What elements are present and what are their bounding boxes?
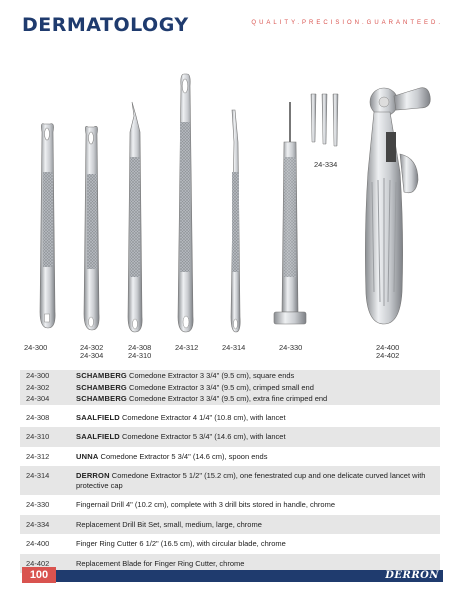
item-description: Finger Ring Cutter 6 1/2" (16.5 cm), with circular blade, chrome: [76, 539, 286, 548]
catalog-row: [20, 427, 440, 447]
item-code: 24-300: [26, 371, 50, 380]
item-brand: SCHAMBERG: [76, 394, 127, 403]
item-description: SCHAMBERG Comedone Extractor 3 3/4" (9.5 cm), extra fine crimped end: [76, 394, 328, 403]
item-brand: SAALFIELD: [76, 412, 120, 422]
figure-label-24-330: 24-330: [279, 343, 303, 352]
item-description: Replacement Drill Bit Set, small, medium, large, chrome: [76, 519, 262, 529]
item-description: SCHAMBERG Comedone Extractor 3 3/4" (9.5 cm), crimped small end: [76, 382, 314, 392]
item-description: SCHAMBERG Comedone Extractor 3 3/4" (9.5 cm), square ends: [76, 371, 295, 380]
item-brand: UNNA: [76, 451, 99, 461]
catalog-row: [20, 382, 440, 394]
item-code: 24-334: [26, 519, 50, 529]
drill-bit-set-24-334-image: [311, 94, 338, 146]
item-code: 24-302: [26, 382, 50, 392]
item-code: 24-314: [26, 471, 50, 480]
item-description: UNNA Comedone Extractor 5 3/4" (14.6 cm), spoon ends: [76, 451, 268, 461]
item-code: 24-400: [26, 539, 50, 548]
catalog-row: [20, 408, 440, 428]
catalog-row: [20, 534, 440, 554]
derron-logo: DERRON: [385, 570, 439, 581]
catalog-group-schamberg: [20, 370, 440, 405]
figure-label-24-334: 24-334: [314, 160, 338, 169]
item-description: SAALFIELD Comedone Extractor 5 3/4" (14.6 cm), with lancet: [76, 432, 286, 441]
ring-cutter-24-400-image: [365, 88, 430, 324]
figure-label-24-308-310: 24-308 24-310: [128, 343, 152, 360]
catalog-row: [20, 495, 440, 515]
item-description: Replacement Blade for Finger Ring Cutter, chrome: [76, 558, 245, 568]
catalog-row: [20, 370, 440, 382]
header-tagline: QUALITY.PRECISION.GUARANTEED.: [251, 20, 443, 26]
item-brand: SCHAMBERG: [76, 371, 127, 380]
item-code: 24-304: [26, 394, 50, 403]
item-code: 24-330: [26, 500, 50, 509]
catalog-row: [20, 393, 440, 405]
item-brand: SCHAMBERG: [76, 382, 127, 392]
figure-label-24-314: 24-314: [222, 343, 246, 352]
page-number: 100: [22, 567, 56, 583]
catalog-row: [20, 466, 440, 495]
item-brand: SAALFIELD: [76, 432, 120, 441]
extractor-24-314-image: [231, 110, 240, 332]
footer-bar: [22, 570, 443, 582]
instruments-photo: [22, 62, 442, 340]
item-code: 24-312: [26, 451, 50, 461]
item-description: SAALFIELD Comedone Extractor 4 1/4" (10.8 cm), with lancet: [76, 412, 286, 422]
figure-label-24-400-402: 24-400 24-402: [376, 343, 400, 360]
item-description: DERRON Comedone Extractor 5 1/2" (15.2 cm), one fenestrated cup and one delicate curved lancet with protective cap: [76, 471, 426, 490]
extractor-24-300-image: [40, 124, 55, 328]
extractor-24-302-image: [84, 126, 99, 330]
fingernail-drill-24-330-image: [274, 102, 306, 324]
page-title: DERMATOLOGY: [22, 14, 189, 36]
item-brand: DERRON: [76, 471, 110, 480]
item-code: 24-308: [26, 412, 50, 422]
catalog-row: [20, 447, 440, 467]
figure-label-24-312: 24-312: [175, 343, 199, 352]
extractor-24-312-image: [178, 74, 193, 332]
item-description: Fingernail Drill 4" (10.2 cm), complete with 3 drill bits stored in handle, chrome: [76, 500, 336, 509]
extractor-24-308-image: [128, 102, 142, 332]
catalog-row: [20, 515, 440, 535]
item-code: 24-402: [26, 558, 50, 568]
figure-label-24-302-304: 24-302 24-304: [80, 343, 104, 360]
figure-label-24-300: 24-300: [24, 343, 48, 352]
item-code: 24-310: [26, 432, 50, 441]
catalog-list: [20, 370, 440, 573]
